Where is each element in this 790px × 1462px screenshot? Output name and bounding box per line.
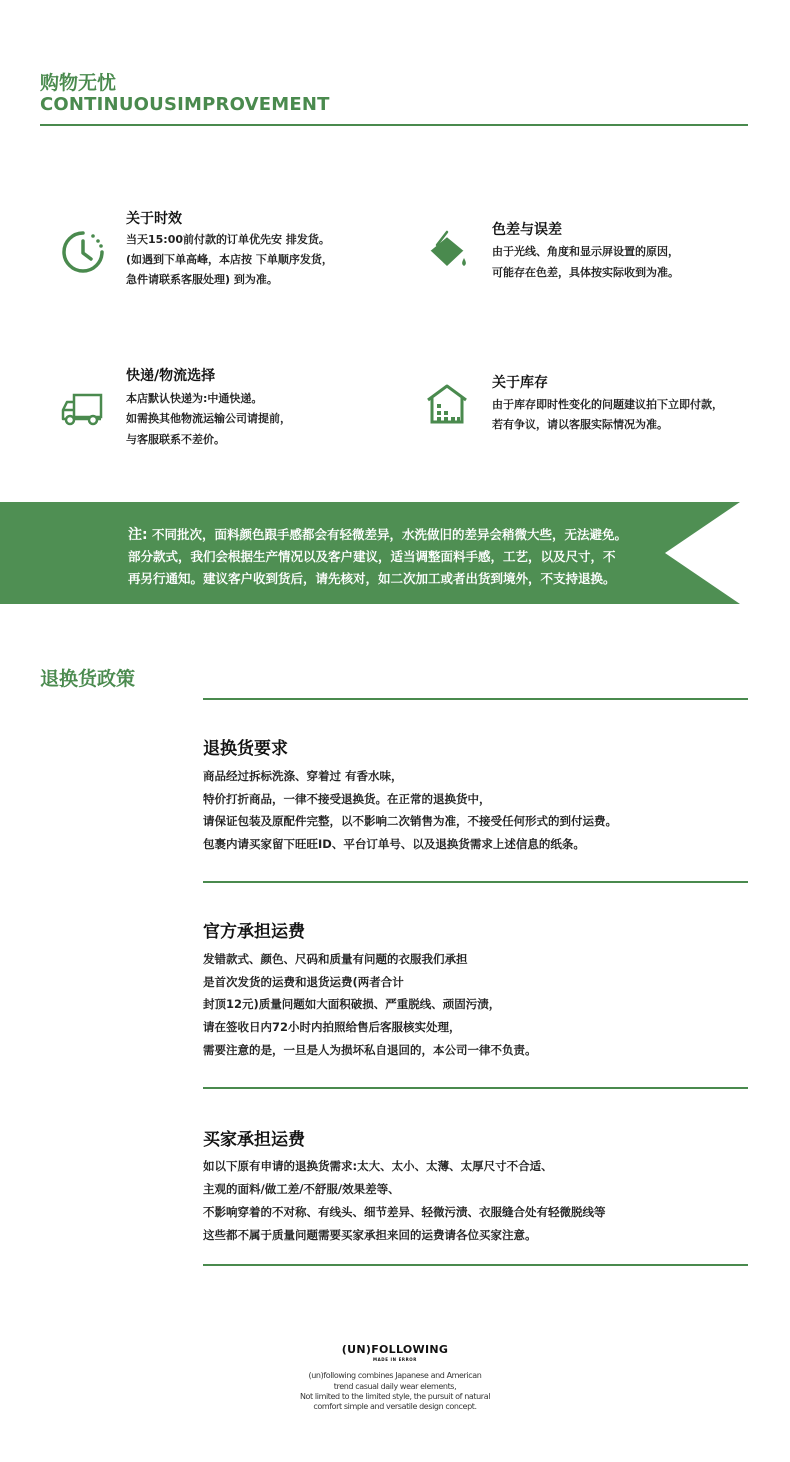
- feature-title: 快递/物流选择: [126, 368, 216, 384]
- notice-banner: [0, 502, 790, 604]
- header-divider: [40, 124, 748, 126]
- feature-title: 色差与误差: [492, 222, 562, 238]
- brand-description: Not limited to the limited style, the pursuit of natural: [299, 1392, 491, 1401]
- section-text: 商品经过拆标洗涤、穿着过 有香水味，: [203, 769, 403, 783]
- notice-label: 注:: [128, 527, 148, 543]
- notice-line-3: 再另行通知。建议客户收到货后，请先核对，如二次加工或者出货到境外，不支持退换。: [128, 571, 616, 586]
- section-title: 买家承担运费: [203, 1130, 305, 1150]
- section-text: 请在签收日内72小时内拍照给售后客服核实处理，: [203, 1020, 461, 1034]
- truck-icon: [60, 386, 106, 432]
- feature-text: 急件请联系客服处理) 到为准。: [126, 273, 278, 286]
- brand-description: comfort simple and versatile design concept.: [313, 1402, 477, 1411]
- section-text: 需要注意的是，一旦是人为损坏私自退回的，本公司一律不负责。: [203, 1043, 537, 1057]
- feature-text: 可能存在色差，具体按实际收到为准。: [492, 266, 679, 279]
- section-text: 请保证包装及原配件完整，以不影响二次销售为准，不接受任何形式的到付运费。: [203, 814, 617, 828]
- section-divider: [203, 1264, 748, 1266]
- brand-description: (un)following combines Japanese and American: [308, 1371, 482, 1380]
- feature-text: 若有争议，请以客服实际情况为准。: [492, 418, 668, 431]
- brand-tagline: MADE IN ERROR: [373, 1357, 417, 1362]
- feature-text: 由于库存即时性变化的问题建议拍下立即付款，: [492, 398, 723, 411]
- feature-text: (如遇到下单高峰，本店按 下单顺序发货，: [126, 253, 333, 266]
- page-title: 购物无忧: [40, 72, 117, 94]
- feature-title: 关于时效: [126, 211, 182, 227]
- clock-icon: [60, 229, 106, 275]
- feature-title: 关于库存: [492, 375, 548, 391]
- section-title: 官方承担运费: [203, 922, 305, 942]
- feature-text: 与客服联系不差价。: [126, 433, 225, 446]
- notice-line-1: 注: 不同批次，面料颜色跟手感都会有轻微差异，水洗做旧的差异会稍微大些，无法避免。: [128, 527, 627, 543]
- brand-description: trend casual daily wear elements,: [333, 1382, 457, 1391]
- feature-text: 当天15:00前付款的订单优先安 排发货。: [126, 233, 330, 246]
- section-text: 主观的面料/做工差/不舒服/效果差等、: [203, 1182, 400, 1196]
- warehouse-icon: [424, 382, 470, 428]
- section-text: 封顶12元)质量问题如大面积破损、严重脱线、顽固污渍，: [203, 997, 501, 1011]
- section-text: 不影响穿着的不对称、有线头、细节差异、轻微污渍、衣服缝合处有轻微脱线等: [203, 1205, 606, 1219]
- section-divider: [203, 698, 748, 700]
- page-subtitle: CONTINUOUSIMPROVEMENT: [40, 94, 330, 115]
- section-text: 发错款式、颜色、尺码和质量有问题的衣服我们承担: [203, 952, 468, 966]
- section-divider: [203, 881, 748, 883]
- section-text: 特价打折商品，一律不接受退换货。在正常的退换货中，: [203, 792, 491, 806]
- notice-line-2: 部分款式，我们会根据生产情况以及客户建议，适当调整面料手感，工艺，以及尺寸，不: [128, 549, 616, 564]
- policy-title: 退换货政策: [40, 668, 136, 690]
- section-text: 如以下原有申请的退换货需求:太大、太小、太薄、太厚尺寸不合适、: [203, 1159, 553, 1173]
- section-text: 是首次发货的运费和退货运费(两者合计: [203, 975, 404, 989]
- section-divider: [203, 1087, 748, 1089]
- section-title: 退换货要求: [203, 739, 288, 759]
- section-text: 包裹内请买家留下旺旺ID、平台订单号、以及退换货需求上述信息的纸条。: [203, 837, 585, 851]
- paint-bucket-icon: [424, 228, 470, 274]
- feature-text: 由于光线、角度和显示屏设置的原因，: [492, 245, 679, 258]
- feature-text: 如需换其他物流运输公司请提前，: [126, 412, 291, 425]
- feature-text: 本店默认快递为:中通快递。: [126, 392, 263, 405]
- section-text: 这些都不属于质量问题需要买家承担来回的运费请各位买家注意。: [203, 1228, 537, 1242]
- brand-logo: (UN)FOLLOWING: [341, 1343, 449, 1356]
